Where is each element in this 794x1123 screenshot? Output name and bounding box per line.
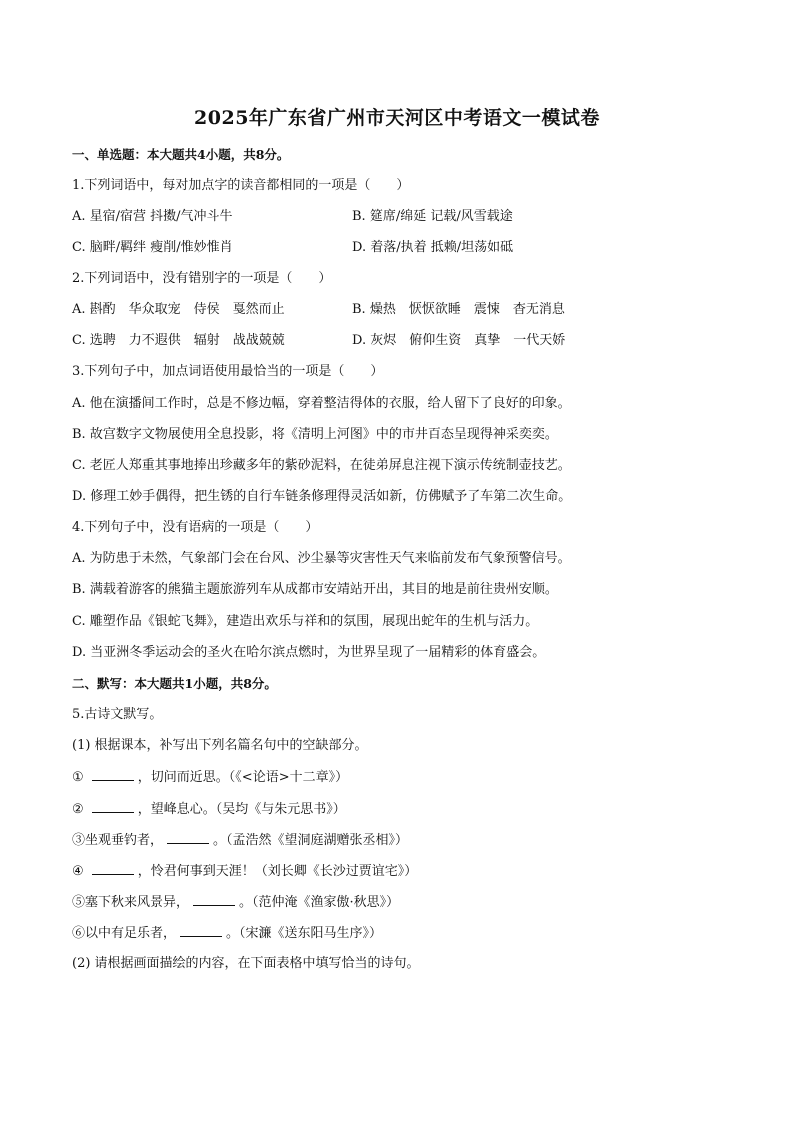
question-3-option-b: B. 故宫数字文物展使用全息投影，将《清明上河图》中的市井百态呈现得神采奕奕。 — [72, 427, 558, 442]
item-prefix: ① — [72, 770, 88, 785]
recitation-item-4 — [72, 862, 417, 881]
item-prefix: ④ — [72, 864, 88, 879]
question-4-option-b: B. 满载着游客的熊猫主题旅游列车从成都市安靖站开出，其目的地是前往贵州安顺。 — [72, 582, 558, 597]
item-prefix: ⑤塞下秋来风景异， — [72, 895, 190, 910]
fill-blank[interactable] — [193, 893, 235, 906]
item-suffix: 。（范仲淹《渔家傲·秋思》） — [239, 895, 400, 910]
fill-blank[interactable] — [92, 862, 134, 875]
question-5-part-2: (2) 请根据画面描绘的内容，在下面表格中填写恰当的诗句。 — [72, 956, 420, 971]
question-1-option-c: C. 脑畔/羁绊 瘦削/惟妙惟肖 — [72, 240, 233, 255]
question-5-stem: 5.古诗文默写。 — [72, 707, 163, 722]
recitation-item-6 — [72, 924, 382, 943]
question-4-option-a: A. 为防患于未然，气象部门会在台风、沙尘暴等灾害性天气来临前发布气象预警信号。 — [72, 551, 571, 566]
item-prefix: ⑥以中有足乐者， — [72, 926, 177, 941]
item-suffix: ，怜君何事到天涯！（刘长卿《长沙过贾谊宅》） — [137, 864, 418, 879]
question-2-stem: 2.下列词语中，没有错别字的一项是（ ） — [72, 271, 332, 286]
question-3-stem: 3.下列句子中，加点词语使用最恰当的一项是（ ） — [72, 364, 384, 379]
section-heading-1: 一、单选题：本大题共4小题，共8分。 — [72, 147, 290, 162]
fill-blank[interactable] — [167, 831, 209, 844]
recitation-item-3 — [72, 831, 408, 850]
question-2-option-a: A. 斟酌 华众取宠 侍侯 戛然而止 — [72, 302, 285, 317]
question-3-option-c: C. 老匠人郑重其事地捧出珍藏多年的紫砂泥料，在徒弟屏息注视下演示传统制壶技艺。 — [72, 458, 571, 473]
item-suffix: 。（孟浩然《望洞庭湖赠张丞相》） — [213, 833, 409, 848]
item-suffix: ，望峰息心。（吴均《与朱元思书》） — [137, 802, 346, 817]
question-1-option-d: D. 着落/执着 抵赖/坦荡如砥 — [352, 240, 514, 255]
question-2-option-c: C. 选聘 力不遐供 辐射 战战兢兢 — [72, 333, 285, 348]
fill-blank[interactable] — [92, 800, 134, 813]
recitation-item-1 — [72, 768, 348, 787]
item-suffix: 。（宋濂《送东阳马生序》） — [226, 926, 383, 941]
section-heading-2: 二、默写：本大题共1小题，共8分。 — [72, 676, 277, 691]
question-4-option-d: D. 当亚洲冬季运动会的圣火在哈尔滨点燃时，为世界呈现了一届精彩的体育盛会。 — [72, 645, 546, 660]
fill-blank[interactable] — [180, 924, 222, 937]
question-2-option-b: B. 燥热 恹恹欲睡 震悚 杳无消息 — [352, 302, 565, 317]
question-1-option-a: A. 星宿/宿营 抖擞/气冲斗牛 — [72, 209, 233, 224]
question-1-stem: 1.下列词语中，每对加点字的读音都相同的一项是（ ） — [72, 178, 410, 193]
question-3-option-d: D. 修理工妙手偶得，把生锈的自行车链条修理得灵活如新，仿佛赋予了车第二次生命。 — [72, 489, 572, 504]
recitation-item-5 — [72, 893, 399, 912]
question-5-part-1: (1) 根据课本，补写出下列名篇名句中的空缺部分。 — [72, 738, 368, 753]
item-suffix: ，切问而近思。（《<论语>十二章》） — [137, 770, 349, 785]
question-4-stem: 4.下列句子中，没有语病的一项是（ ） — [72, 520, 319, 535]
question-4-option-c: C. 雕塑作品《银蛇飞舞》，建造出欢乐与祥和的氛围，展现出蛇年的生机与活力。 — [72, 614, 539, 629]
page-title: 2025年广东省广州市天河区中考语文一模试卷 — [194, 107, 600, 129]
question-1-option-b: B. 筵席/绵延 记载/风雪载途 — [352, 209, 513, 224]
fill-blank[interactable] — [92, 768, 134, 781]
item-prefix: ② — [72, 802, 88, 817]
question-2-option-d: D. 灰烬 俯仰生资 真挚 一代天娇 — [352, 333, 566, 348]
question-3-option-a: A. 他在演播间工作时，总是不修边幅，穿着整洁得体的衣服，给人留下了良好的印象。 — [72, 396, 571, 411]
recitation-item-2 — [72, 800, 346, 819]
item-prefix: ③坐观垂钓者， — [72, 833, 164, 848]
